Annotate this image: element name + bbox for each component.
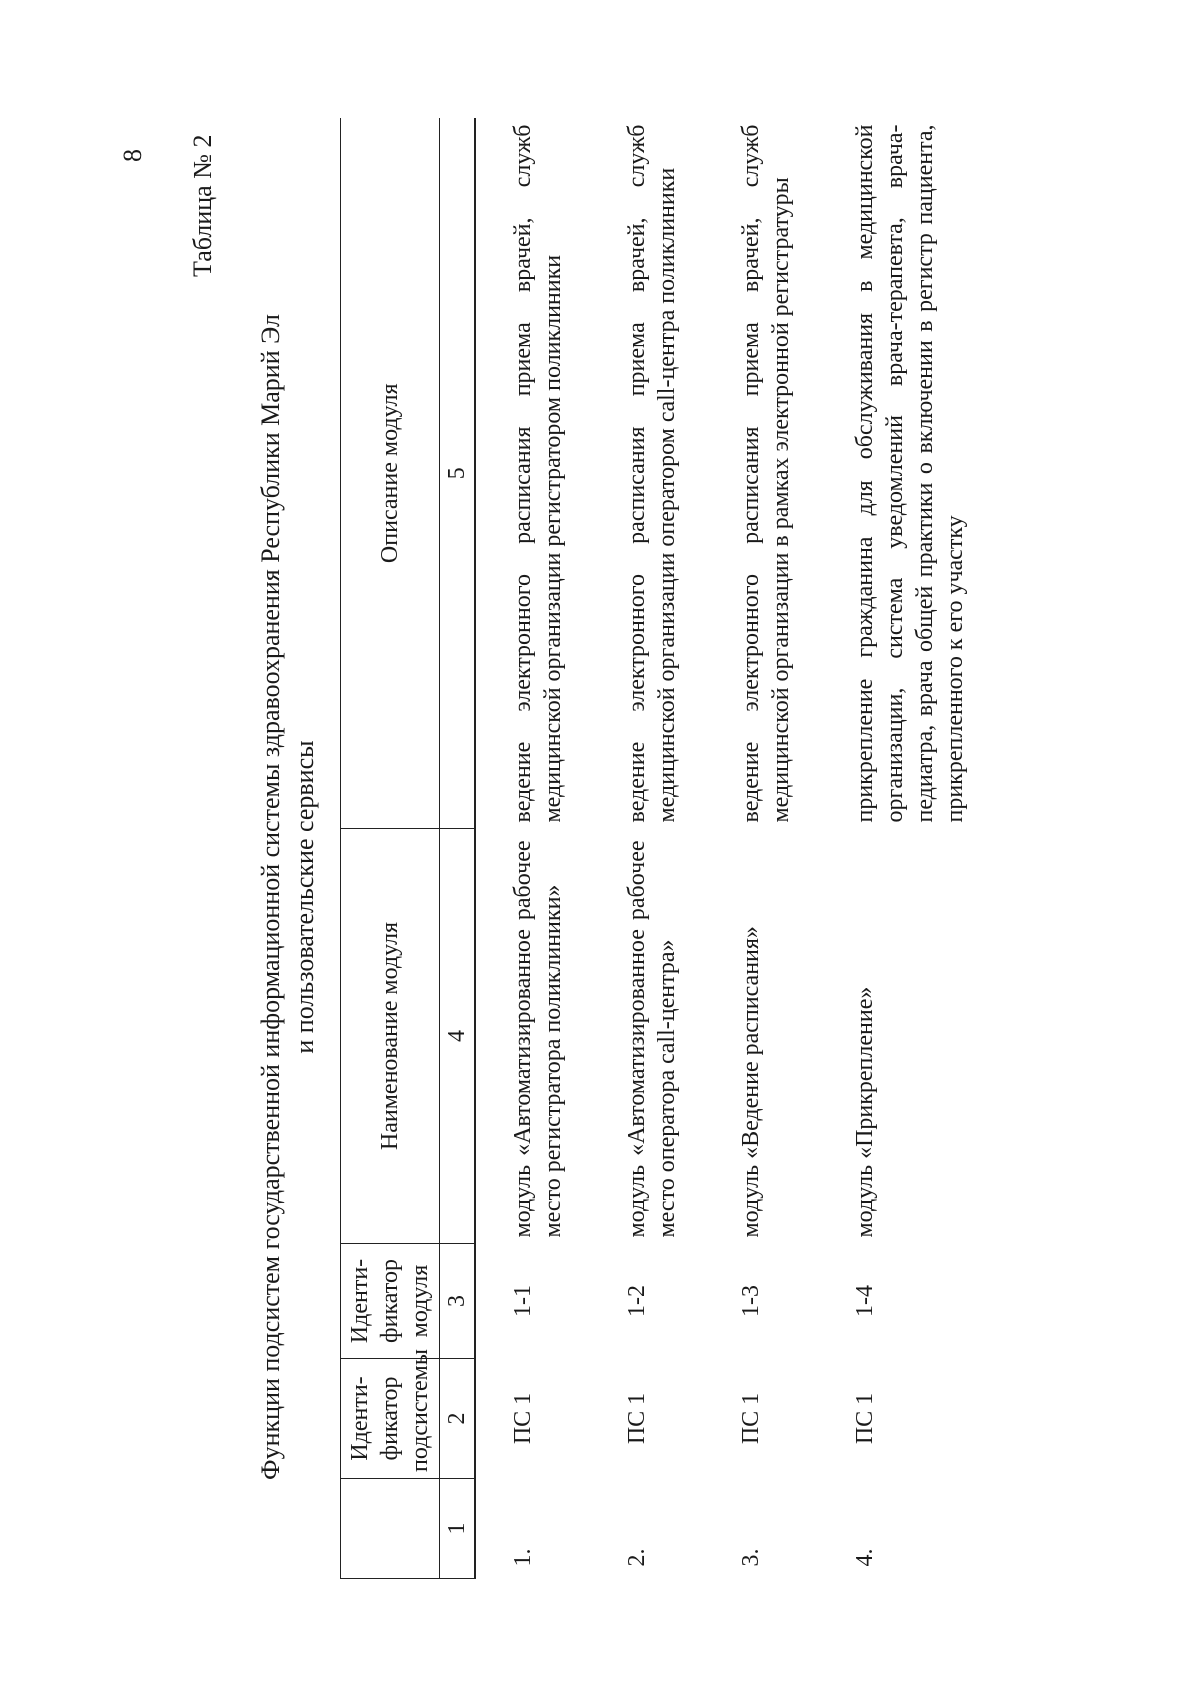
header-module-id: Иденти-фикатор модуля	[341, 1244, 440, 1359]
header-subsystem-id: Иденти-фикатор подсистемы	[341, 1359, 440, 1479]
column-number: 3	[440, 1244, 476, 1359]
table-title-line-2: и пользовательские сервисы	[290, 740, 319, 1054]
subsystem-id: ПС 1	[852, 1392, 878, 1445]
column-numbers-row	[440, 119, 476, 1579]
module-id: 1-3	[738, 1285, 764, 1317]
table-header-row	[341, 119, 440, 1579]
header-number	[341, 1479, 440, 1579]
row-number: 2.	[624, 1548, 650, 1567]
module-name: модуль «Прикрепление»	[852, 986, 878, 1238]
column-number: 1	[440, 1479, 476, 1579]
column-number: 5	[440, 119, 476, 829]
module-description: ведение электронного расписания приема врачей, служб медицинской организации оператором call-центра поликлиники	[624, 124, 680, 823]
modules-table	[340, 119, 992, 1580]
module-name: модуль «Автоматизированное рабочее место регистратора поликлиники»	[510, 840, 566, 1238]
column-number: 2	[440, 1359, 476, 1479]
subsystem-id: ПС 1	[510, 1392, 536, 1445]
table-row	[475, 119, 590, 1579]
module-id: 1-1	[510, 1285, 536, 1317]
module-name: модуль «Автоматизированное рабочее место оператора call-центра»	[624, 840, 680, 1238]
row-number: 1.	[510, 1548, 536, 1567]
table-row	[818, 119, 992, 1579]
row-number: 4.	[852, 1548, 878, 1567]
module-id: 1-4	[852, 1285, 878, 1317]
module-description: ведение электронного расписания приема врачей, служб медицинской организации регистратором поликлиники	[510, 124, 566, 823]
subsystem-id: ПС 1	[738, 1392, 764, 1445]
page-number: 8	[118, 149, 147, 162]
table-title	[254, 217, 322, 1577]
table-row	[590, 119, 704, 1579]
column-number: 4	[440, 829, 476, 1244]
subsystem-id: ПС 1	[624, 1392, 650, 1445]
header-module-name: Наименование модуля	[341, 829, 440, 1244]
module-description: ведение электронного расписания приема врачей, служб медицинской организации в рамках электронной регистратуры	[738, 124, 794, 823]
table-label: Таблица № 2	[188, 134, 217, 277]
module-name: модуль «Ведение расписания»	[738, 926, 764, 1238]
module-description: прикрепление гражданина для обслуживания в медицинской организации, система уведомлений врача-терапевта, врача-педиатра, врача общей практики о включении в регистр пациента, прикрепленного к его участку	[852, 124, 968, 823]
table-title-line-1: Функции подсистем государственной информационной системы здравоохранения Республики Марий Эл	[256, 314, 285, 1480]
table-row	[704, 119, 818, 1579]
module-id: 1-2	[624, 1285, 650, 1317]
header-module-description: Описание модуля	[341, 119, 440, 829]
row-number: 3.	[738, 1548, 764, 1567]
